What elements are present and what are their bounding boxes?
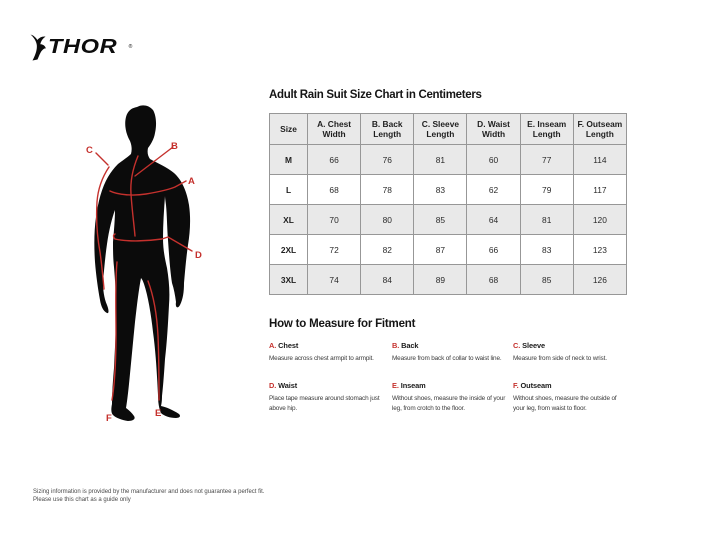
figure-label-f: F xyxy=(106,413,112,424)
header-chest: A. Chest Width xyxy=(308,114,361,145)
cell-value: 126 xyxy=(573,265,626,295)
cell-value: 77 xyxy=(520,145,573,175)
cell-value: 80 xyxy=(361,205,414,235)
measure-name: Chest xyxy=(278,341,299,350)
measure-item-heading xyxy=(269,341,392,350)
measure-item-heading xyxy=(392,381,513,390)
figure-label-b: B xyxy=(171,141,178,152)
cell-value: 84 xyxy=(361,265,414,295)
measure-item-sleeve xyxy=(513,341,633,364)
measure-name: Waist xyxy=(278,380,298,390)
content-column xyxy=(268,89,634,414)
measure-description: Without shoes, measure the outside of your leg, from waist to floor. xyxy=(513,394,617,412)
cell-value: 82 xyxy=(361,235,414,265)
table-row-xl xyxy=(270,205,627,235)
cell-value: 79 xyxy=(520,175,573,205)
cell-value: 117 xyxy=(573,175,626,205)
size-label: XL xyxy=(270,205,308,235)
measure-letter: D. xyxy=(269,380,277,390)
cell-value: 64 xyxy=(467,205,520,235)
measure-letter: A. xyxy=(269,341,277,350)
measure-letter: C. xyxy=(513,341,521,350)
measure-item-heading xyxy=(513,341,633,350)
cell-value: 62 xyxy=(467,175,520,205)
cell-value: 68 xyxy=(467,265,520,295)
cell-value: 83 xyxy=(520,235,573,265)
measure-description: Measure from back of collar to waist line. xyxy=(392,355,502,362)
cell-value: 89 xyxy=(414,265,467,295)
table-header-row xyxy=(270,114,627,145)
registered-mark: ® xyxy=(128,44,133,50)
cell-value: 85 xyxy=(520,265,573,295)
size-chart-table xyxy=(269,113,627,295)
measure-item-outseam xyxy=(513,381,633,414)
disclaimer xyxy=(33,488,264,504)
measure-letter: B. xyxy=(392,341,400,350)
measure-name: Sleeve xyxy=(522,341,545,350)
figure-label-e: E xyxy=(155,408,162,419)
cell-value: 123 xyxy=(573,235,626,265)
thor-logo xyxy=(30,33,132,61)
measure-item-heading xyxy=(513,381,633,390)
thor-logo-text: THOR xyxy=(48,35,118,58)
body-measurement-diagram xyxy=(58,84,253,474)
cell-value: 85 xyxy=(414,205,467,235)
measure-name: Back xyxy=(401,341,419,350)
header-outseam: F. Outseam Length xyxy=(573,114,626,145)
measure-item-heading xyxy=(392,341,513,350)
measure-item-heading xyxy=(269,381,392,390)
measure-name: Inseam xyxy=(400,380,426,390)
thor-horns-icon xyxy=(30,34,46,61)
measure-item-inseam xyxy=(392,381,513,414)
table-row-2xl xyxy=(270,235,627,265)
figure-label-c: C xyxy=(86,145,93,156)
table-row-3xl xyxy=(270,265,627,295)
measure-description: Without shoes, measure the inside of your leg, from crotch to the floor. xyxy=(392,394,506,412)
measure-description: Place tape measure around stomach just above hip. xyxy=(269,394,380,412)
disclaimer-line-2: Please use this chart as a guide only xyxy=(33,497,131,504)
measure-item-chest xyxy=(269,341,392,364)
table-row-l xyxy=(270,175,627,205)
measure-letter: F. xyxy=(513,380,519,390)
cell-value: 72 xyxy=(308,235,361,265)
cell-value: 66 xyxy=(308,145,361,175)
page-title: Adult Rain Suit Size Chart in Centimeters xyxy=(269,89,482,101)
measure-item-waist xyxy=(269,381,392,414)
header-inseam: E. Inseam Length xyxy=(520,114,573,145)
cell-value: 114 xyxy=(573,145,626,175)
cell-value: 70 xyxy=(308,205,361,235)
cell-value: 68 xyxy=(308,175,361,205)
cell-value: 81 xyxy=(520,205,573,235)
figure-label-d: D xyxy=(195,250,202,261)
cell-value: 87 xyxy=(414,235,467,265)
body-silhouette xyxy=(94,105,190,421)
header-waist: D. Waist Width xyxy=(467,114,520,145)
cell-value: 83 xyxy=(414,175,467,205)
measure-letter: E. xyxy=(392,380,399,390)
header-sleeve: C. Sleeve Length xyxy=(414,114,467,145)
measure-item-back xyxy=(392,341,513,364)
cell-value: 60 xyxy=(467,145,520,175)
measure-name: Outseam xyxy=(520,380,552,390)
cell-value: 76 xyxy=(361,145,414,175)
size-label: 2XL xyxy=(270,235,308,265)
size-label: L xyxy=(270,175,308,205)
size-label: 3XL xyxy=(270,265,308,295)
how-to-measure-title: How to Measure for Fitment xyxy=(269,318,416,330)
disclaimer-line-1: Sizing information is provided by the manufacturer and does not guarantee a perfect fit. xyxy=(33,489,265,495)
table-row-m xyxy=(270,145,627,175)
header-size: Size xyxy=(270,114,308,145)
header-back: B. Back Length xyxy=(361,114,414,145)
cell-value: 78 xyxy=(361,175,414,205)
measure-description: Measure from side of neck to wrist. xyxy=(513,355,607,362)
cell-value: 74 xyxy=(308,265,361,295)
measure-instructions xyxy=(269,341,634,414)
size-label: M xyxy=(270,145,308,175)
figure-label-a: A xyxy=(188,176,195,187)
cell-value: 120 xyxy=(573,205,626,235)
cell-value: 66 xyxy=(467,235,520,265)
cell-value: 81 xyxy=(414,145,467,175)
measure-description: Measure across chest armpit to armpit. xyxy=(269,355,374,362)
